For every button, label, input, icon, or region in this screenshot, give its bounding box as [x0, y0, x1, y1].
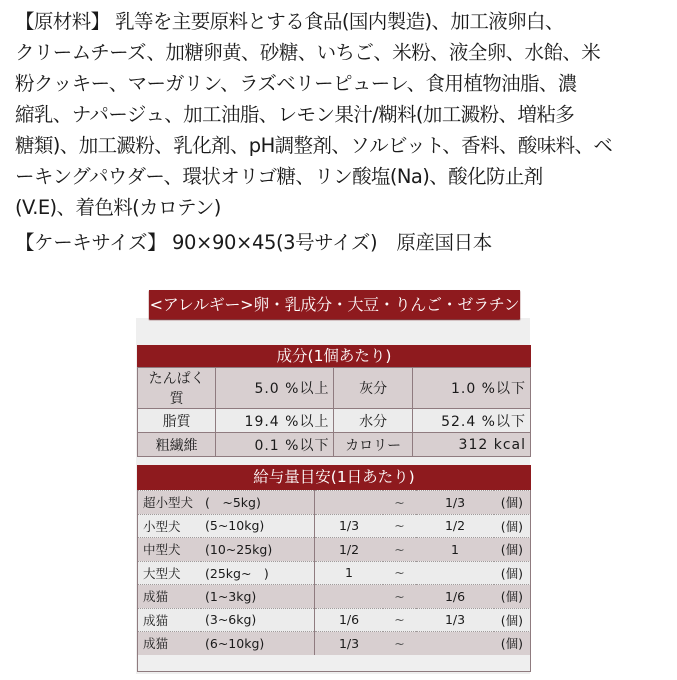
nutrition-table [137, 367, 531, 457]
amount-to: 1 [416, 538, 494, 562]
amount-unit: (個) [494, 514, 531, 538]
allergy-banner: <アレルギー>卵・乳成分・大豆・りんご・ゼラチン [149, 290, 520, 319]
weight-range: (25kg~ ) [201, 561, 315, 585]
amount-unit: (個) [494, 491, 531, 515]
feeding-title: 給与量目安(1日あたり) [137, 465, 531, 490]
nutrient-label: 粗繊維 [138, 433, 216, 457]
nutrient-value: 52.4 %以下 [412, 409, 530, 433]
table-row [137, 538, 531, 562]
table-row [137, 491, 531, 515]
weight-range: (3~6kg) [201, 608, 315, 632]
animal-type: 小型犬 [137, 514, 201, 538]
nutrient-label: 灰分 [334, 368, 412, 409]
ingredients-line: 【原材料】 乳等を主要原料とする食品(国内製造)、加工液卵白、 [15, 10, 564, 33]
weight-range: (6~10kg) [201, 632, 315, 655]
amount-from: 1/6 [315, 608, 384, 632]
animal-type: 成猫 [137, 585, 201, 609]
table-row [137, 561, 531, 585]
table-row [137, 632, 531, 655]
amount-to [416, 561, 494, 585]
ingredients-line: 縮乳、ナパージュ、加工油脂、レモン果汁/糊料(加工澱粉、増粘多 [15, 103, 575, 126]
amount-unit: (個) [494, 608, 531, 632]
amount-to: 1/6 [416, 585, 494, 609]
amount-to: 1/3 [416, 491, 494, 515]
range-tilde: ~ [383, 632, 416, 655]
amount-from [315, 585, 384, 609]
ingredients-line: 糖類)、加工澱粉、乳化剤、pH調整剤、ソルビット、香料、酸味料、ベ [15, 134, 613, 157]
table-row [138, 433, 531, 457]
ingredients-line: ーキングパウダー、環状オリゴ糖、リン酸塩(Na)、酸化防止剤 [15, 165, 543, 188]
nutrient-label: カロリー [334, 433, 412, 457]
range-tilde: ~ [383, 514, 416, 538]
ingredients-line: (V.E)、着色料(カロテン) [15, 196, 221, 219]
amount-from: 1/3 [315, 514, 384, 538]
range-tilde: ~ [383, 538, 416, 562]
nutrient-value: 0.1 %以下 [216, 433, 334, 457]
range-tilde: ~ [383, 608, 416, 632]
weight-range: ( ~5kg) [201, 491, 315, 515]
weight-range: (5~10kg) [201, 514, 315, 538]
nutrient-value: 312 kcal [412, 433, 530, 457]
weight-range: (1~3kg) [201, 585, 315, 609]
range-tilde: ~ [383, 585, 416, 609]
animal-type: 中型犬 [137, 538, 201, 562]
amount-unit: (個) [494, 561, 531, 585]
nutrient-label: たんぱく質 [138, 368, 216, 409]
nutrient-label: 脂質 [138, 409, 216, 433]
cake-size: 【ケーキサイズ】 90×90×45(3号サイズ) 原産国日本 [15, 231, 492, 254]
amount-to: 1/3 [416, 608, 494, 632]
range-tilde: ~ [383, 561, 416, 585]
nutrient-value: 19.4 %以上 [216, 409, 334, 433]
amount-to: 1/2 [416, 514, 494, 538]
amount-to [416, 632, 494, 655]
table-row [137, 585, 531, 609]
amount-unit: (個) [494, 632, 531, 655]
table-row [137, 608, 531, 632]
animal-type: 大型犬 [137, 561, 201, 585]
table-row [138, 409, 531, 433]
amount-unit: (個) [494, 585, 531, 609]
table-row [137, 514, 531, 538]
feeding-table [137, 490, 531, 655]
nutrient-label: 水分 [334, 409, 412, 433]
animal-type: 超小型犬 [137, 491, 201, 515]
ingredients-line: 粉クッキー、マーガリン、ラズベリーピューレ、食用植物油脂、濃 [15, 72, 577, 95]
nutrient-value: 1.0 %以下 [412, 368, 530, 409]
weight-range: (10~25kg) [201, 538, 315, 562]
nutrition-title: 成分(1個あたり) [137, 345, 531, 367]
table-row [138, 368, 531, 409]
nutrient-value: 5.0 %以上 [216, 368, 334, 409]
ingredients-line: クリームチーズ、加糖卵黄、砂糖、いちご、米粉、液全卵、水飴、米 [15, 41, 601, 64]
amount-unit: (個) [494, 538, 531, 562]
range-tilde: ~ [383, 491, 416, 515]
amount-from [315, 491, 384, 515]
animal-type: 成猫 [137, 632, 201, 655]
amount-from: 1/3 [315, 632, 384, 655]
animal-type: 成猫 [137, 608, 201, 632]
amount-from: 1 [315, 561, 384, 585]
amount-from: 1/2 [315, 538, 384, 562]
ingredients-text [15, 6, 665, 223]
